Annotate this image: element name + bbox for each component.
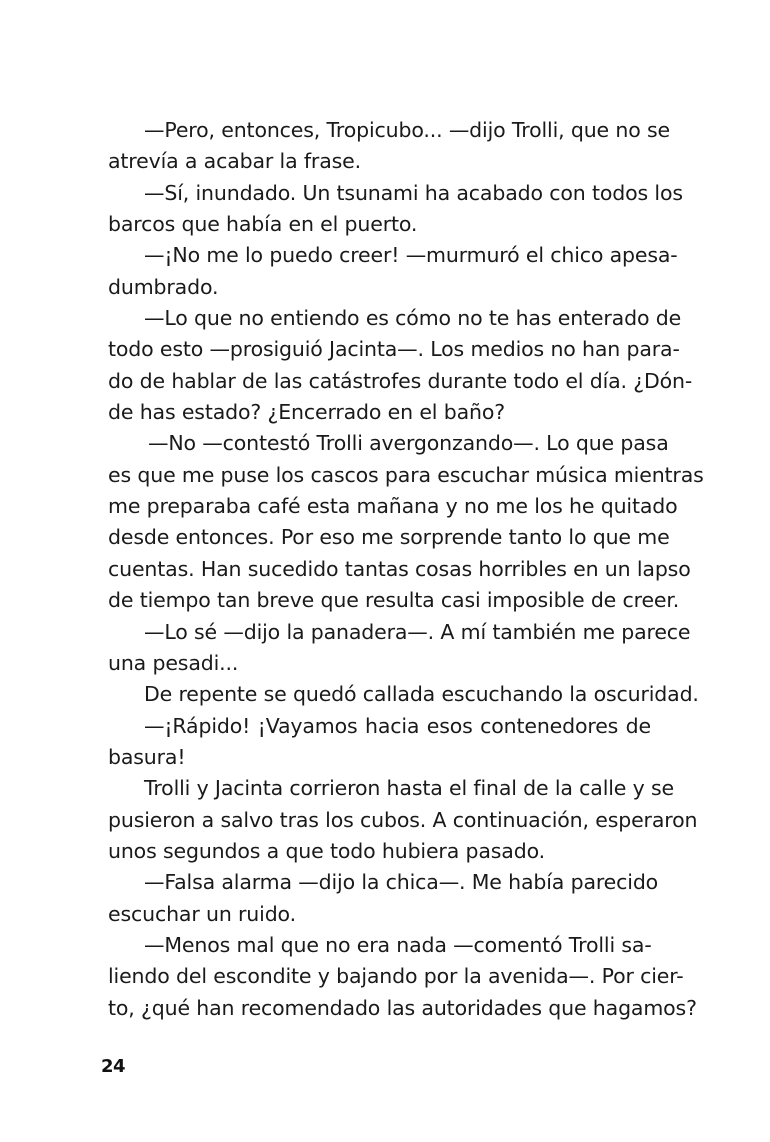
- text-line: es que me puse los cascos para escuchar música mientras: [108, 462, 704, 487]
- text-line: —Lo sé —dijo la panadera—. A mí también me parece: [144, 619, 691, 644]
- text-line: barcos que había en el puerto.: [108, 212, 418, 237]
- page-number: 24: [101, 1056, 126, 1077]
- text-line: de has estado? ¿Encerrado en el baño?: [108, 400, 505, 425]
- text-line: to, ¿qué han recomendado las autoridades que hagamos?: [108, 995, 697, 1020]
- text-line: basura!: [108, 744, 186, 769]
- text-line: Trolli y Jacinta corrieron hasta el final de la calle y se: [144, 776, 674, 801]
- text-line: —Lo que no entiendo es cómo no te has enterado de: [144, 306, 682, 331]
- text-line: De repente se quedó callada escuchando la oscuridad.: [144, 682, 699, 707]
- text-line: —Menos mal que no era nada —comentó Trolli sa-: [144, 932, 652, 957]
- text-line: cuentas. Han sucedido tantas cosas horribles en un lapso: [108, 556, 691, 581]
- text-line: —¡No me lo puedo creer! —murmuró el chico apesa-: [144, 243, 678, 268]
- text-line: de tiempo tan breve que resulta casi imposible de creer.: [108, 588, 680, 613]
- text-line: do de hablar de las catástrofes durante todo el día. ¿Dón-: [108, 368, 693, 393]
- text-line: pusieron a salvo tras los cubos. A continuación, esperaron: [108, 807, 698, 832]
- text-line: —Falsa alarma —dijo la chica—. Me había parecido: [144, 870, 659, 895]
- text-line: me preparaba café esta mañana y no me los he quitado: [108, 494, 678, 519]
- text-line: unos segundos a que todo hubiera pasado.: [108, 838, 545, 863]
- text-line: —Pero, entonces, Tropicubo... —dijo Trolli, que no se: [144, 118, 670, 142]
- text-line: todo esto —prosiguió Jacinta—. Los medios no han para-: [108, 337, 680, 362]
- text-line: —Sí, inundado. Un tsunami ha acabado con todos los: [144, 180, 683, 205]
- text-line: dumbrado.: [108, 274, 219, 299]
- text-line: una pesadi...: [108, 650, 239, 675]
- text-line: desde entonces. Por eso me sorprende tanto lo que me: [108, 525, 670, 550]
- text-line: —No —contestó Trolli avergonzando—. Lo que pasa: [148, 431, 669, 456]
- text-line: —¡Rápido! ¡Vayamos hacia esos contenedores de: [144, 713, 651, 738]
- text-line: escuchar un ruido.: [108, 901, 296, 926]
- text-line: atrevía a acabar la frase.: [108, 149, 361, 174]
- text-line: liendo del escondite y bajando por la avenida—. Por cier-: [108, 964, 684, 989]
- body-text: [108, 115, 704, 1024]
